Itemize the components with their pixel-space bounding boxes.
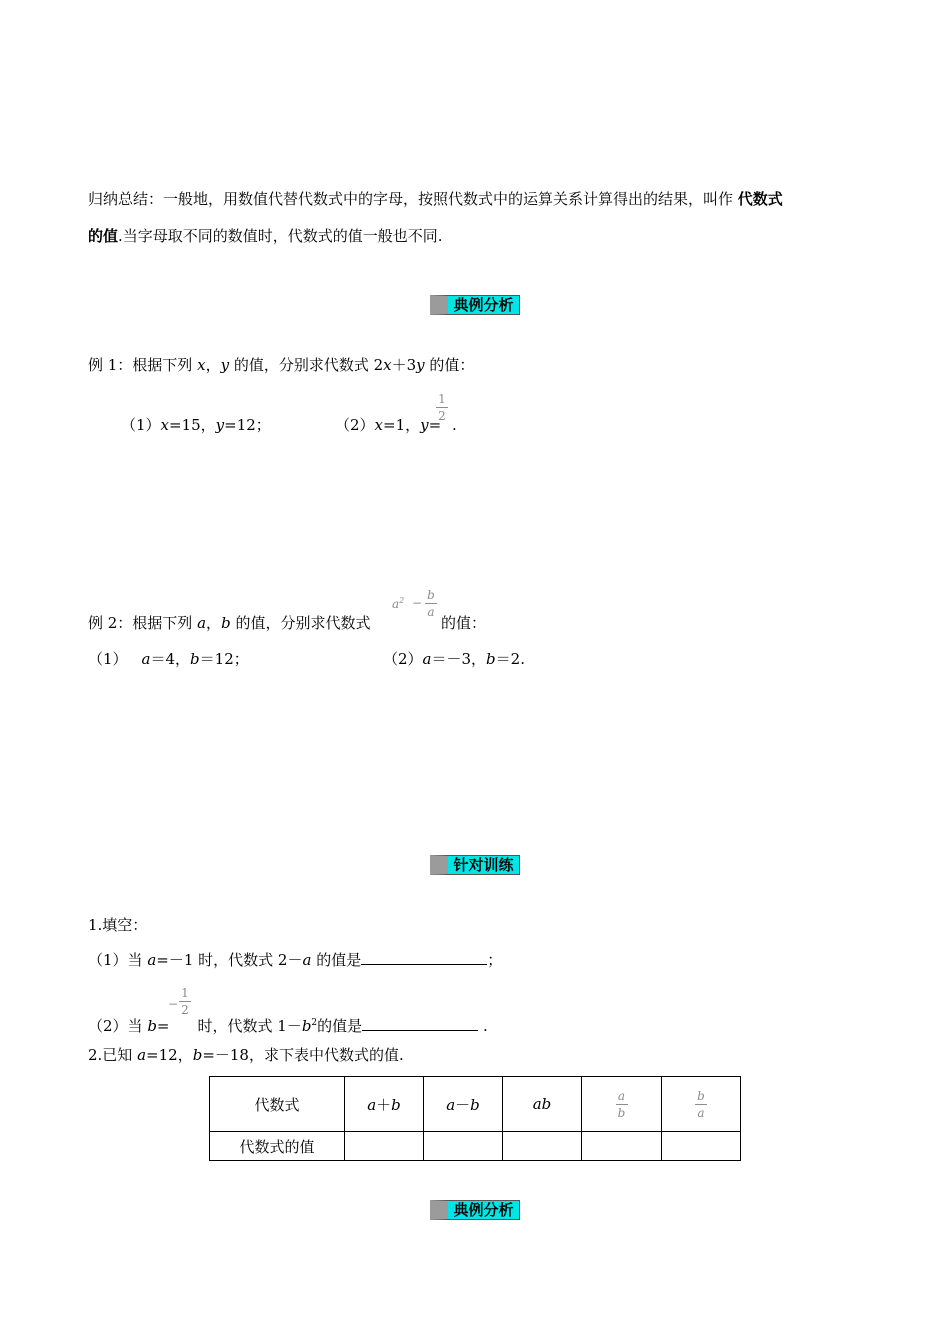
expr-exponent: 2 <box>399 596 405 605</box>
expr-minus: − <box>412 596 423 610</box>
frac-denominator: 2 <box>438 409 446 423</box>
var-a: a <box>302 951 312 969</box>
value: =12； <box>224 416 271 434</box>
section-header-training: 针对训练 <box>430 855 520 875</box>
operator: － <box>455 1095 471 1114</box>
example-1-part-2 <box>335 415 441 435</box>
table-cell-b-over-a <box>662 1077 741 1132</box>
table-header-cell: 代数式 <box>210 1077 345 1132</box>
part-label: （2） <box>335 416 375 434</box>
frac-numerator: a <box>617 1088 626 1103</box>
value: ＝12； <box>199 650 249 668</box>
table-cell-ab: ab <box>503 1077 582 1132</box>
table-cell-a-plus-b <box>345 1077 424 1132</box>
example-2-prompt <box>88 613 370 633</box>
frac-denominator: b <box>617 1105 626 1120</box>
frac-bar <box>695 1104 707 1105</box>
var-x: x <box>197 356 206 374</box>
table-cell-a-over-b <box>582 1077 662 1132</box>
section-header-example-2: 典例分析 <box>430 1200 520 1220</box>
q1-mid: =－1 时，代数式 2－ <box>156 951 303 969</box>
var-a: a <box>446 1095 456 1114</box>
var-y: y <box>420 416 429 434</box>
answer-cell[interactable] <box>503 1132 582 1161</box>
ex2-comma: ， <box>206 614 222 632</box>
q2-pre: 2.已知 <box>88 1046 138 1064</box>
ex1-mid: 的值，分别求代数式 2 <box>229 356 384 374</box>
value: =12， <box>146 1046 193 1064</box>
expr-a: a <box>392 597 400 611</box>
value: ＝－3， <box>431 650 487 668</box>
table-cell-a-minus-b <box>424 1077 503 1132</box>
period: . <box>452 416 457 434</box>
fraction-one-half <box>435 392 449 423</box>
q2-rest: =－18，求下表中代数式的值. <box>202 1046 404 1064</box>
example-1-part-1 <box>121 415 271 435</box>
var-b: b <box>391 1095 401 1114</box>
q2-mid: 时，代数式 1－ <box>197 1017 302 1035</box>
var-y: y <box>220 356 230 374</box>
fraction-b-over-a <box>424 588 438 619</box>
ex1-suffix: 的值： <box>424 356 475 374</box>
answer-cell[interactable] <box>582 1132 662 1161</box>
summary-rest: .当字母取不同的数值时，代数式的值一般也不同. <box>118 227 443 245</box>
var-b: b <box>192 1046 203 1064</box>
ex2-mid: 的值，分别求代数式 <box>230 614 371 632</box>
part-label: （2） <box>383 650 423 668</box>
var-x: x <box>160 416 170 434</box>
example-2-part-2 <box>383 649 525 669</box>
frac-numerator: 1 <box>438 392 446 406</box>
example-1-prompt <box>88 355 474 375</box>
part-label: （1） <box>121 416 161 434</box>
fraction-neg-one-half <box>178 986 192 1017</box>
frac-denominator: 2 <box>181 1003 189 1017</box>
var-a: a <box>147 951 157 969</box>
summary-line-1 <box>88 189 783 209</box>
q2-end: . <box>478 1017 488 1035</box>
frac-numerator: b <box>427 588 435 602</box>
var-y: y <box>215 416 225 434</box>
frac-bar <box>425 603 437 604</box>
question-1-title: 1.填空： <box>88 916 148 934</box>
question-2-prompt <box>88 1045 404 1065</box>
var-y: y <box>416 356 425 374</box>
answer-cell[interactable] <box>345 1132 424 1161</box>
var-a: a <box>197 614 207 632</box>
q1-end: ； <box>487 951 503 969</box>
var-a: a <box>422 650 432 668</box>
value: ＝2. <box>495 650 525 668</box>
var-b: b <box>470 1095 480 1114</box>
q1-post: 的值是 <box>311 951 362 969</box>
value: ＝4， <box>150 650 191 668</box>
exponent: 2 <box>311 1018 318 1028</box>
var-x: x <box>374 416 384 434</box>
frac-denominator: a <box>427 605 435 619</box>
answer-blank[interactable] <box>361 950 487 965</box>
operator: ＋ <box>376 1095 392 1114</box>
var-b: b <box>221 614 231 632</box>
expr-a-squared <box>392 596 404 611</box>
answer-blank[interactable] <box>362 1016 478 1031</box>
equals: = <box>156 1017 170 1035</box>
var-b: b <box>147 1017 157 1035</box>
answer-cell[interactable] <box>424 1132 503 1161</box>
part-label: （1） <box>88 650 128 668</box>
frac-bar <box>616 1104 628 1105</box>
ex1-comma: ， <box>205 356 221 374</box>
frac-denominator: a <box>697 1105 705 1120</box>
var-b: b <box>301 1017 312 1035</box>
question-1-item-1 <box>88 950 502 970</box>
table-row <box>210 1077 741 1132</box>
var-x: x <box>383 356 392 374</box>
summary-text: 归纳总结：一般地，用数值代替代数式中的字母，按照代数式中的运算关系计算得出的结果，叫作 <box>88 190 734 208</box>
table-header-cell: 代数式的值 <box>210 1132 345 1161</box>
value: =1， <box>383 416 421 434</box>
var-a: a <box>141 650 151 668</box>
value: =15， <box>169 416 216 434</box>
frac-bar <box>179 1001 191 1002</box>
ex2-prefix: 例 2：根据下列 <box>88 614 198 632</box>
frac-numerator: b <box>697 1088 705 1103</box>
var-b: b <box>190 650 200 668</box>
var-b: b <box>486 650 496 668</box>
question-1-item-2 <box>88 1013 488 1036</box>
summary-term: 代数式 <box>737 190 783 208</box>
summary-line-2 <box>88 226 443 246</box>
ex1-prefix: 例 1：根据下列 <box>88 356 198 374</box>
table-row <box>210 1132 741 1161</box>
summary-term-cont: 的值 <box>88 227 119 245</box>
var-a: a <box>137 1046 147 1064</box>
equals: = <box>428 416 442 434</box>
ex1-plus: ＋3 <box>391 356 417 374</box>
q2-pre: （2）当 <box>88 1017 148 1035</box>
section-header-example-1: 典例分析 <box>430 295 520 315</box>
ex2-suffix: 的值： <box>441 614 487 632</box>
answer-cell[interactable] <box>662 1132 741 1161</box>
frac-bar <box>436 407 448 408</box>
negative-sign: − <box>168 997 179 1011</box>
frac-numerator: 1 <box>181 986 189 1000</box>
q1-pre: （1）当 <box>88 951 148 969</box>
var-a: a <box>367 1095 377 1114</box>
example-2-part-1 <box>88 649 249 669</box>
expression-value-table <box>209 1076 741 1161</box>
q2-post: 的值是 <box>317 1017 363 1035</box>
